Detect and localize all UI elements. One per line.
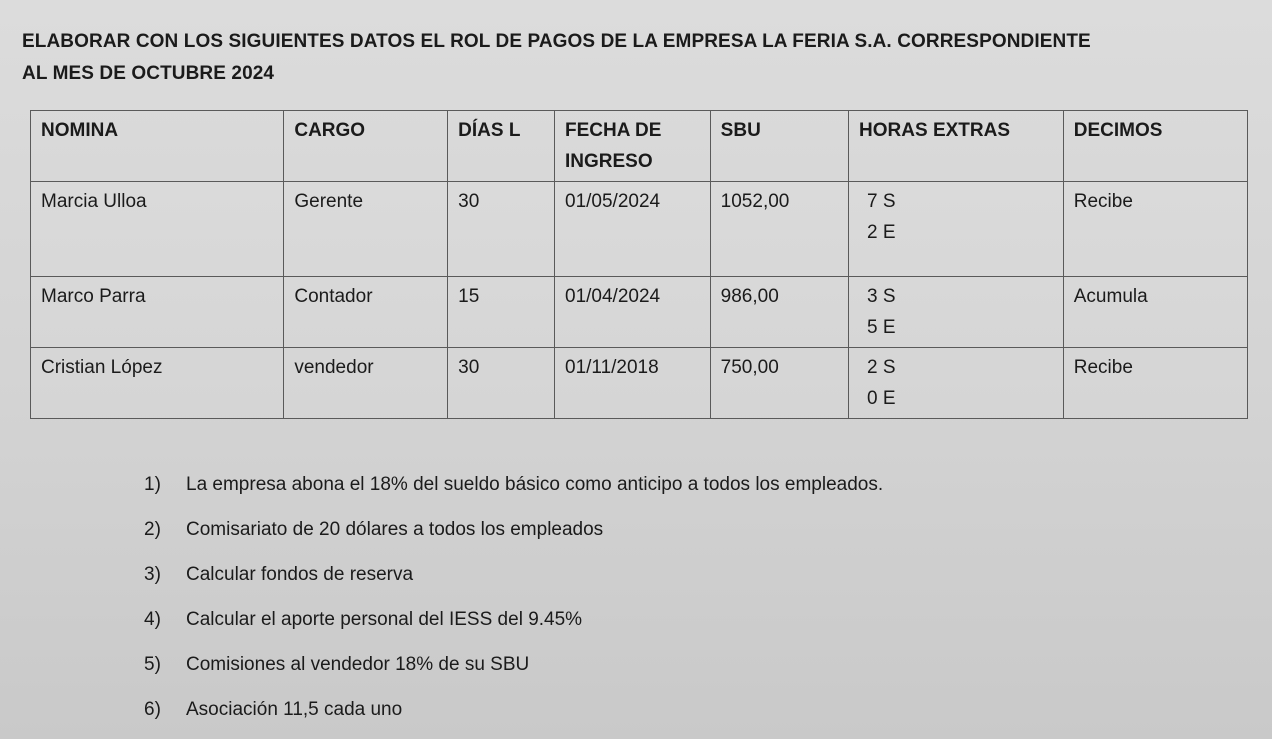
- cell-decimos: Recibe: [1063, 182, 1247, 277]
- heading-line-2: AL MES DE OCTUBRE 2024: [22, 63, 275, 84]
- cell-decimos: Recibe: [1063, 348, 1247, 419]
- item-text: Calcular el aporte personal del IESS del 9.45%: [186, 609, 583, 630]
- horas-suplementarias: 7 S: [867, 191, 896, 212]
- item-number: 4): [144, 609, 161, 630]
- payroll-table: [30, 110, 1248, 419]
- header-horas-extras: HORAS EXTRAS: [849, 111, 1064, 182]
- item-text: Calcular fondos de reserva: [186, 564, 414, 585]
- cell-horas-extras: [849, 182, 1064, 277]
- document-heading: [22, 26, 1242, 90]
- header-fecha-ingreso: [555, 111, 711, 182]
- cell-cargo: Contador: [284, 277, 448, 348]
- horas-extraordinarias: 0 E: [867, 388, 896, 409]
- cell-fecha: 01/11/2018: [555, 348, 711, 419]
- cell-nomina: Marcia Ulloa: [31, 182, 284, 277]
- list-item: [144, 597, 1144, 642]
- item-number: 3): [144, 564, 161, 585]
- item-number: 6): [144, 699, 161, 720]
- item-text: Asociación 11,5 cada uno: [186, 699, 403, 720]
- cell-horas-extras: [849, 348, 1064, 419]
- cell-nomina: Cristian López: [31, 348, 284, 419]
- cell-dias: 30: [448, 348, 555, 419]
- cell-horas-extras: [849, 277, 1064, 348]
- list-item: [144, 462, 1144, 507]
- cell-nomina: Marco Parra: [31, 277, 284, 348]
- horas-suplementarias: 2 S: [867, 357, 896, 378]
- item-text: Comisiones al vendedor 18% de su SBU: [186, 654, 530, 675]
- item-text: La empresa abona el 18% del sueldo básico como anticipo a todos los empleados.: [186, 474, 884, 495]
- heading-line-1: ELABORAR CON LOS SIGUIENTES DATOS EL ROL DE PAGOS DE LA EMPRESA LA FERIA S.A. CORRESPONDIENTE: [22, 31, 1091, 52]
- item-number: 5): [144, 654, 161, 675]
- table-row: [31, 348, 1248, 419]
- table-row: [31, 277, 1248, 348]
- cell-sbu: 1052,00: [710, 182, 848, 277]
- cell-fecha: 01/04/2024: [555, 277, 711, 348]
- header-nomina: NOMINA: [31, 111, 284, 182]
- list-item: [144, 642, 1144, 687]
- cell-sbu: 986,00: [710, 277, 848, 348]
- cell-dias: 15: [448, 277, 555, 348]
- item-number: 1): [144, 474, 161, 495]
- cell-decimos: Acumula: [1063, 277, 1247, 348]
- cell-cargo: vendedor: [284, 348, 448, 419]
- header-decimos: DECIMOS: [1063, 111, 1247, 182]
- cell-sbu: 750,00: [710, 348, 848, 419]
- header-dias: DÍAS L: [448, 111, 555, 182]
- instructions-list: [144, 462, 1144, 732]
- table-header-row: [31, 111, 1248, 182]
- horas-extraordinarias: 2 E: [867, 222, 896, 243]
- header-sbu: SBU: [710, 111, 848, 182]
- header-fecha-line-2: INGRESO: [565, 151, 653, 172]
- table-row: [31, 182, 1248, 277]
- cell-fecha: 01/05/2024: [555, 182, 711, 277]
- cell-dias: 30: [448, 182, 555, 277]
- list-item: [144, 687, 1144, 732]
- header-cargo: CARGO: [284, 111, 448, 182]
- horas-suplementarias: 3 S: [867, 286, 896, 307]
- list-item: [144, 552, 1144, 597]
- cell-cargo: Gerente: [284, 182, 448, 277]
- list-item: [144, 507, 1144, 552]
- item-number: 2): [144, 519, 161, 540]
- header-fecha-line-1: FECHA DE: [565, 120, 662, 141]
- item-text: Comisariato de 20 dólares a todos los empleados: [186, 519, 604, 540]
- horas-extraordinarias: 5 E: [867, 317, 896, 338]
